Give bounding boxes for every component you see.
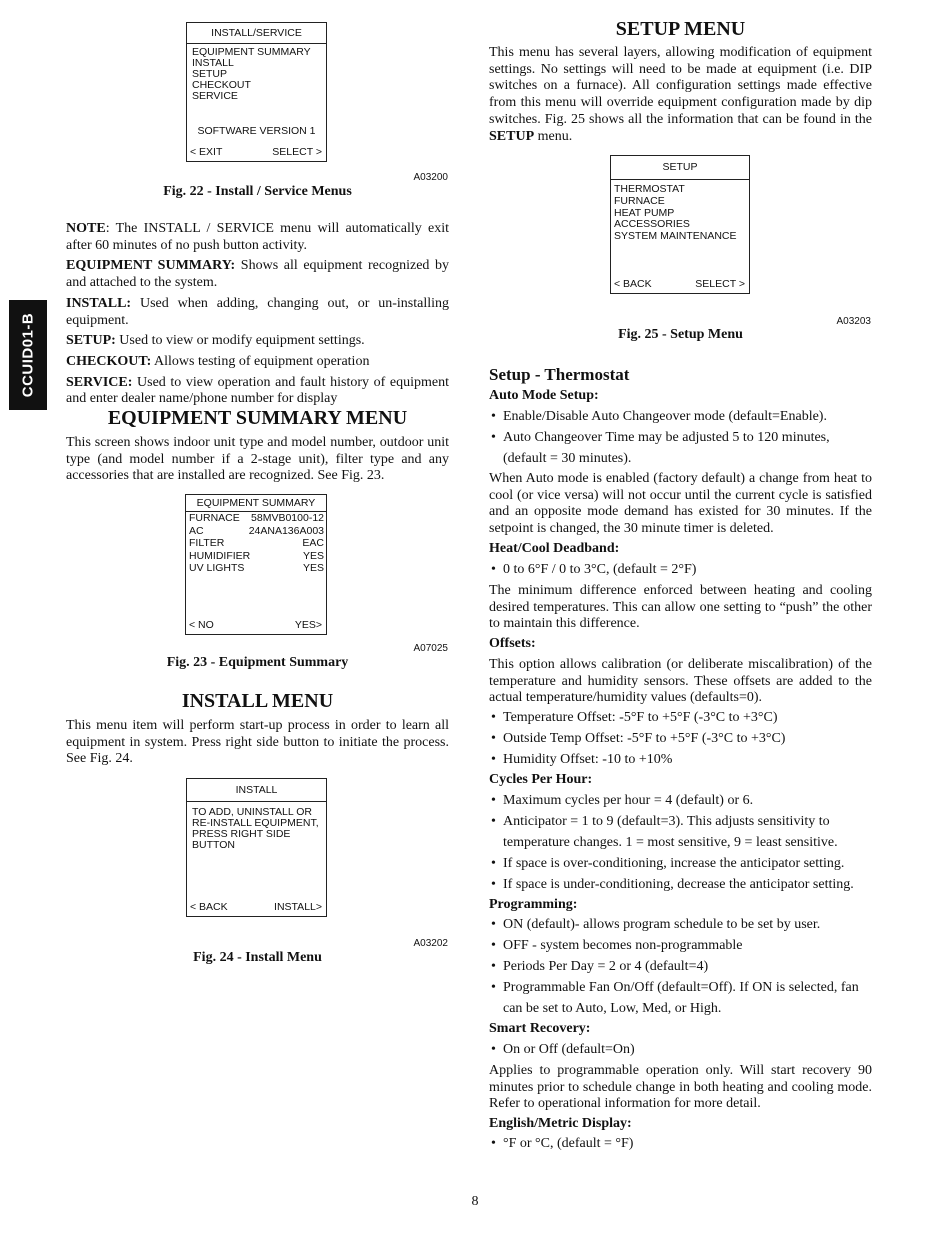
lcd-menu-list — [187, 44, 326, 102]
smart-recovery-heading: Smart Recovery: — [489, 1021, 591, 1036]
equipment-summary-menu-text: This screen shows indoor unit type and model number, outdoor unit type (and model number if a 2-stage unit), filter type and any accessories that are installed are recognized. See Fig. 23. — [66, 435, 449, 484]
bullet-item: • Outside Temp Offset: -5°F to +5°F (-3°C to +3°C) — [489, 728, 872, 749]
equipment-summary-definition: EQUIPMENT SUMMARY: Shows all equipment recognized by and attached to the system. — [66, 258, 450, 291]
software-version: SOFTWARE VERSION 1 — [197, 125, 316, 137]
no-softkey: < NO — [189, 619, 214, 631]
bullet-item: • OFF - system becomes non-programmable — [489, 935, 872, 956]
lcd-line: PRESS RIGHT SIDE — [192, 828, 291, 840]
bullet-item: • Auto Changeover Time may be adjusted 5 to 120 minutes, (default = 30 minutes). — [489, 427, 872, 469]
figure-caption: Fig. 24 - Install Menu — [193, 950, 322, 965]
display-list — [489, 1133, 872, 1154]
auto-mode-heading: Auto Mode Setup: — [489, 388, 599, 403]
setup-thermostat-title: Setup - Thermostat — [489, 365, 630, 384]
install-menu-title: INSTALL MENU — [181, 690, 334, 712]
checkout-definition: CHECKOUT: Allows testing of equipment operation — [66, 353, 370, 369]
smart-recovery-list — [489, 1039, 872, 1060]
deadband-heading: Heat/Cool Deadband: — [489, 541, 620, 556]
bullet-item: • 0 to 6°F / 0 to 3°C, (default = 2°F) — [489, 559, 872, 580]
bullet-item: • Periods Per Day = 2 or 4 (default=4) — [489, 956, 872, 977]
lcd-menu-item: INSTALL — [192, 57, 234, 69]
lcd-menu-item: THERMOSTAT — [614, 183, 685, 195]
back-softkey: < BACK — [190, 901, 228, 913]
figure-caption: Fig. 22 - Install / Service Menus — [163, 184, 352, 199]
lcd-menu-item: SETUP — [192, 68, 228, 80]
lcd-line: RE-INSTALL EQUIPMENT, — [192, 817, 319, 829]
bullet-item: • If space is over-conditioning, increase the anticipator setting. — [489, 853, 872, 874]
lcd-header: EQUIPMENT SUMMARY — [186, 495, 326, 512]
deadband-list — [489, 559, 872, 580]
lcd-footer — [190, 901, 322, 913]
offsets-description: This option allows calibration (or deliberate miscalibration) of the temperature and humidity sensors. These offsets are added to the actual temperature/humidity values (defaults=0). — [489, 657, 872, 706]
bullet-item: • On or Off (default=On) — [489, 1039, 872, 1060]
bullet-item: • ON (default)- allows program schedule to be set by user. — [489, 914, 872, 935]
setup-menu-section — [489, 45, 872, 145]
note-paragraph: NOTE: The INSTALL / SERVICE menu will automatically exit after 60 minutes of no push button activity. — [66, 221, 449, 253]
auto-mode-description: When Auto mode is enabled (factory default) a change from heat to cool (or vice versa) will not occur until the current cycle is satisfied and an opposite mode demand has existed for 30 minutes. If the setpoint is changed, the 30 minute timer is deleted. — [489, 471, 872, 537]
exit-softkey: < EXIT — [190, 146, 223, 158]
lcd-header: SETUP — [611, 156, 749, 180]
figure-caption: Fig. 25 - Setup Menu — [618, 327, 743, 342]
setup-screen — [610, 155, 750, 294]
bullet-item: • Enable/Disable Auto Changeover mode (default=Enable). — [489, 406, 872, 427]
lcd-footer — [190, 146, 322, 158]
figure-code: A07025 — [413, 643, 448, 654]
lcd-menu-item: SERVICE — [192, 90, 238, 102]
setup-definition: SETUP: Used to view or modify equipment settings. — [66, 333, 365, 349]
lcd-footer — [189, 619, 322, 631]
cycles-list — [489, 790, 872, 895]
setup-menu-text: This menu has several layers, allowing modification of equipment settings. No settings will need to be made at equipment (i.e. DIP switches on a furnace). All configuration settings made effective from this menu will override equipment configuration made by dip switches. Fig. 25 shows all the information that can be found in the SETUP menu. — [489, 45, 872, 144]
figure-code: A03203 — [836, 316, 871, 327]
bullet-item: • Anticipator = 1 to 9 (default=3). This adjusts sensitivity to temperature changes. 1 = most sensitive, 9 = least sensitive. — [489, 811, 872, 853]
lcd-menu-item: ACCESSORIES — [614, 218, 690, 231]
side-tab-label: CCUID01-B — [19, 312, 37, 398]
page-number: 8 — [471, 1194, 479, 1209]
lcd-header: INSTALL/SERVICE — [187, 23, 326, 44]
lcd-menu-item: EQUIPMENT SUMMARY — [192, 46, 311, 58]
install-definition: INSTALL: Used when adding, changing out, or un-installing equipment. — [66, 295, 449, 328]
left-definitions — [66, 221, 449, 408]
lcd-instructions — [187, 802, 326, 851]
lcd-menu-item: HEAT PUMP — [614, 206, 675, 219]
programming-heading: Programming: — [489, 897, 578, 912]
bullet-item: • If space is under-conditioning, decrease the anticipator setting. — [489, 874, 872, 895]
cycles-heading: Cycles Per Hour: — [489, 772, 593, 787]
bullet-item: • Programmable Fan On/Off (default=Off). If ON is selected, fan can be set to Auto, Low, Med, or High. — [489, 977, 872, 1019]
figure-caption: Fig. 23 - Equipment Summary — [166, 655, 349, 670]
setup-menu-title: SETUP MENU — [615, 18, 746, 40]
figure-code: A03202 — [413, 938, 448, 949]
lcd-menu-item: FURNACE — [614, 194, 665, 207]
deadband-description: The minimum difference enforced between heating and cooling desired temperatures. This can allow one setting to “push” the other to maintain this difference. — [489, 583, 872, 632]
figure-code: A03200 — [413, 172, 448, 183]
lcd-menu-item: CHECKOUT — [192, 79, 251, 91]
display-heading: English/Metric Display: — [489, 1116, 632, 1131]
lcd-menu-item: SYSTEM MAINTENANCE — [614, 230, 737, 243]
select-softkey: SELECT > — [695, 278, 745, 290]
select-softkey: SELECT > — [272, 146, 322, 158]
lcd-equipment-row: AC 24ANA136A003 — [189, 524, 324, 537]
lcd-footer — [614, 278, 745, 290]
back-softkey: < BACK — [614, 278, 652, 290]
smart-recovery-description: Applies to programmable operation only. Will start recovery 90 minutes prior to schedule change in both heating and cooling mode. Refer to operational information for more detail. — [489, 1063, 872, 1112]
lcd-equipment-list — [186, 512, 326, 575]
offsets-heading: Offsets: — [489, 636, 536, 651]
install-menu-section — [66, 718, 449, 768]
equipment-summary-menu-section — [66, 435, 449, 485]
bullet-item: • °F or °C, (default = °F) — [489, 1133, 872, 1154]
lcd-line: BUTTON — [192, 839, 235, 851]
lcd-line: TO ADD, UNINSTALL OR — [192, 806, 312, 818]
auto-mode-list — [489, 406, 872, 469]
install-softkey: INSTALL> — [274, 901, 322, 913]
install-service-screen — [186, 22, 327, 162]
lcd-header: INSTALL — [187, 779, 326, 802]
install-menu-text: This menu item will perform start-up process in order to learn all equipment in system. Press right side button to initiate the process. See Fig. 24. — [66, 718, 449, 767]
yes-softkey: YES> — [294, 619, 322, 631]
side-tab — [9, 300, 47, 410]
lcd-equipment-row: UV LIGHTS YES — [189, 562, 324, 574]
lcd-equipment-row: FILTER EAC — [189, 537, 324, 549]
bullet-item: • Maximum cycles per hour = 4 (default) or 6. — [489, 790, 872, 811]
bullet-item: • Temperature Offset: -5°F to +5°F (-3°C to +3°C) — [489, 707, 872, 728]
bullet-item: • Humidity Offset: -10 to +10% — [489, 749, 872, 770]
programming-list — [489, 914, 872, 1019]
equipment-summary-screen — [185, 494, 327, 635]
equipment-summary-menu-title: EQUIPMENT SUMMARY MENU — [107, 407, 408, 429]
lcd-menu-list — [611, 180, 749, 243]
offsets-list — [489, 707, 872, 770]
lcd-equipment-row: HUMIDIFIER YES — [189, 549, 324, 562]
lcd-equipment-row: FURNACE 58MVB0100-12 — [189, 512, 324, 524]
service-definition: SERVICE: Used to view operation and fault history of equipment and enter dealer name/phone number for display — [66, 374, 449, 407]
install-screen — [186, 778, 327, 917]
